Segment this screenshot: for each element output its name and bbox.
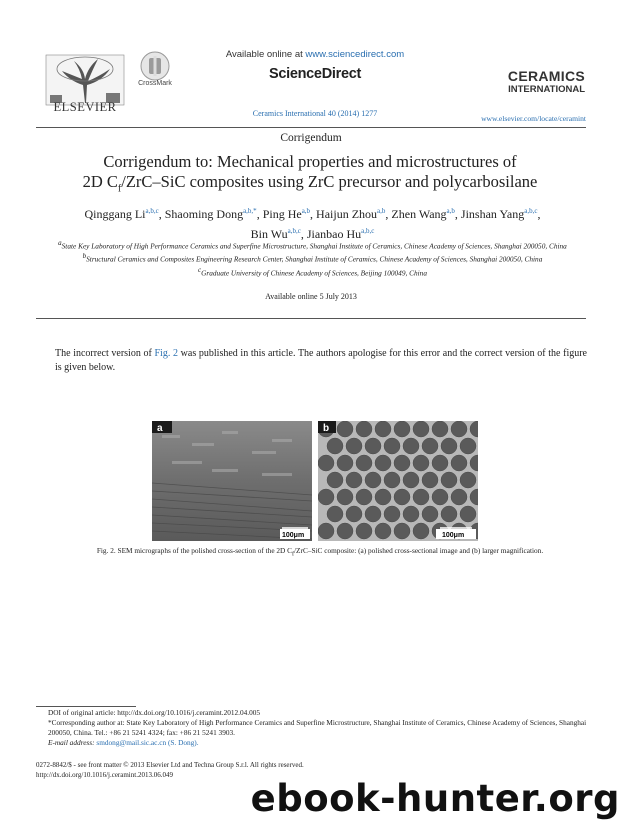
fiber-cross-section	[460, 472, 476, 488]
fiber-cross-section	[403, 438, 419, 454]
affiliation: $^b$Structural Ceramics and Composites Engineering Research Center, Shanghai Institute of Ceramics, Chinese Academy of Sciences, Shanghai 200050, China	[82, 252, 543, 264]
fiber-cross-section	[327, 472, 343, 488]
author[interactable]: Ping He$^{a,b}$	[262, 207, 311, 221]
fiber-cross-section	[432, 489, 448, 505]
fiber-cross-section	[327, 438, 343, 454]
figure-2-link[interactable]: Fig. 2	[154, 348, 179, 359]
author[interactable]: Haijun Zhou$^{a,b}$	[316, 207, 386, 221]
sciencedirect-logo: ScienceDirect	[268, 66, 361, 82]
title-line2-pre: 2D C	[82, 172, 118, 191]
fiber-cross-section	[394, 455, 410, 471]
panel-b-scalebar: 100μm	[442, 532, 465, 539]
figure-caption: Fig. 2. SEM micrographs of the polished cross-section of the 2D $C_f/ZrC$–SiC composite: (a) polished cross-sectional image and (b) larger magnification.	[96, 546, 544, 558]
fiber-cross-section	[460, 438, 476, 454]
fiber-cross-section	[346, 472, 362, 488]
fiber-cross-section	[337, 523, 353, 539]
fiber-cross-section	[337, 455, 353, 471]
affiliation: $^c$Graduate University of Chinese Academy of Sciences, Beijing 100049, China	[198, 265, 427, 278]
fiber-cross-section	[375, 523, 391, 539]
fiber-cross-section	[441, 438, 457, 454]
fiber-cross-section	[413, 455, 429, 471]
title-subscript: f	[117, 183, 122, 195]
fiber-cross-section	[356, 489, 372, 505]
fiber-cross-section	[413, 523, 429, 539]
author-list: Qinggang Li$^{a,b,c}$, Shaoming Dong$^{a,b,*}$, Ping He$^{a,b}$, Haijun Zhou$^{a,b}$, Zhen Wang$^{a,b}$, Jinshan Yang$^{a,b,c}$, Bin Wu$^{a,b,c}$, Jianbao Hu$^{a,b,c}$	[84, 207, 541, 241]
fiber-cross-section	[413, 489, 429, 505]
fiber-cross-section	[384, 472, 400, 488]
fiber-cross-section	[394, 421, 410, 437]
fiber-cross-section	[432, 421, 448, 437]
title-line1: Corrigendum to: Mechanical properties and microstructures of	[103, 152, 517, 171]
footnotes	[36, 708, 588, 748]
author[interactable]: Qinggang Li$^{a,b,c}$	[84, 207, 159, 221]
fiber-cross-section	[441, 472, 457, 488]
doi-original-footnote: DOI of original article: http://dx.doi.org/10.1016/j.ceramint.2012.04.005	[48, 708, 261, 717]
fiber-cross-section	[346, 506, 362, 522]
publisher-name: ELSEVIER	[53, 100, 117, 114]
fiber-cross-section	[318, 455, 334, 471]
email-footnote: E-mail address: smdong@mail.sic.ac.cn (S. Dong).	[48, 738, 199, 747]
watermark: ebook-hunter.org	[250, 777, 620, 820]
sciencedirect-link[interactable]: www.sciencedirect.com	[305, 49, 405, 60]
affiliations	[40, 238, 585, 278]
author[interactable]: Jianbao Hu$^{a,b,c}$	[306, 227, 375, 241]
fiber-cross-section	[356, 455, 372, 471]
journal-citation[interactable]: Ceramics International 40 (2014) 1277	[252, 109, 378, 118]
journal-logo-line1: CERAMICS	[507, 68, 585, 84]
fiber-cross-section	[356, 523, 372, 539]
fiber-cross-section	[384, 438, 400, 454]
title-line2-post: /ZrC–SiC composites using ZrC precursor and polycarbosilane	[121, 172, 538, 191]
author[interactable]: Zhen Wang$^{a,b}$	[391, 207, 455, 221]
fiber-cross-section	[451, 421, 467, 437]
available-online-line	[205, 49, 425, 60]
author[interactable]: Bin Wu$^{a,b,c}$	[250, 227, 301, 241]
fiber-cross-section	[384, 506, 400, 522]
affiliation: $^a$State Key Laboratory of High Performance Ceramics and Superfine Microstructure, Shanghai Institute of Ceramics, Chinese Academy of Sciences, Shanghai 200050, China	[58, 239, 567, 251]
fiber-cross-section	[337, 421, 353, 437]
fiber-cross-section	[451, 455, 467, 471]
sem-micrograph-b	[318, 421, 478, 541]
article-title	[50, 152, 570, 199]
author[interactable]: Shaoming Dong$^{a,b,*}$	[164, 207, 257, 221]
journal-url-link[interactable]: www.elsevier.com/locate/ceramint	[481, 114, 586, 123]
doi-line: http://dx.doi.org/10.1016/j.ceramint.2013.06.049	[36, 770, 173, 779]
crossmark-label: CrossMark	[138, 80, 172, 87]
fiber-cross-section	[422, 472, 438, 488]
fiber-cross-section	[375, 421, 391, 437]
panel-a-scalebar: 100μm	[282, 532, 305, 539]
available-online-text: Available online at	[225, 49, 306, 60]
footnote-divider	[36, 706, 136, 707]
sem-micrograph-a	[152, 421, 312, 541]
fiber-cross-section	[394, 489, 410, 505]
fiber-cross-section	[318, 489, 334, 505]
fiber-cross-section	[460, 506, 476, 522]
title-divider	[36, 318, 586, 319]
fiber-cross-section	[451, 489, 467, 505]
fiber-cross-section	[365, 438, 381, 454]
author[interactable]: Jinshan Yang$^{a,b,c}$	[460, 207, 538, 221]
fiber-cross-section	[375, 455, 391, 471]
fiber-cross-section	[422, 506, 438, 522]
copyright-line: 0272-8842/$ - see front matter © 2013 Elsevier Ltd and Techna Group S.r.l. All rights reserved.	[36, 761, 304, 769]
fiber-cross-section	[327, 506, 343, 522]
fiber-cross-section	[422, 438, 438, 454]
fiber-cross-section	[318, 523, 334, 539]
available-date: Available online 5 July 2013	[265, 292, 357, 301]
fiber-cross-section	[432, 455, 448, 471]
fiber-cross-section	[413, 421, 429, 437]
fiber-cross-section	[375, 489, 391, 505]
email-link[interactable]: smdong@mail.sic.ac.cn (S. Dong).	[96, 738, 199, 747]
fiber-cross-section	[356, 421, 372, 437]
header-divider	[36, 127, 586, 128]
panel-b-label: b	[323, 423, 330, 434]
panel-a-label: a	[157, 423, 163, 434]
corresponding-author-footnote: *Corresponding author at: State Key Laboratory of High Performance Ceramics and Superfine Microstructure, Shanghai Institute of Ceramics, Chinese Academy of Sciences, Shanghai 200050, China. Tel.: +86 21 5241 4324; fax: +86 21 5241 3903.	[48, 718, 587, 737]
fiber-cross-section	[403, 472, 419, 488]
fiber-cross-section	[365, 472, 381, 488]
fiber-cross-section	[365, 506, 381, 522]
body-paragraph: The incorrect version of Fig. 2 was published in this article. The authors apologise for this error and the correct version of the figure is given below.	[55, 348, 587, 373]
fiber-cross-section	[346, 438, 362, 454]
fiber-cross-section	[394, 523, 410, 539]
section-label: Corrigendum	[280, 132, 342, 144]
journal-logo-line2: INTERNATIONAL	[508, 84, 585, 95]
fiber-cross-section	[337, 489, 353, 505]
fiber-cross-section	[441, 506, 457, 522]
fiber-cross-section	[403, 506, 419, 522]
